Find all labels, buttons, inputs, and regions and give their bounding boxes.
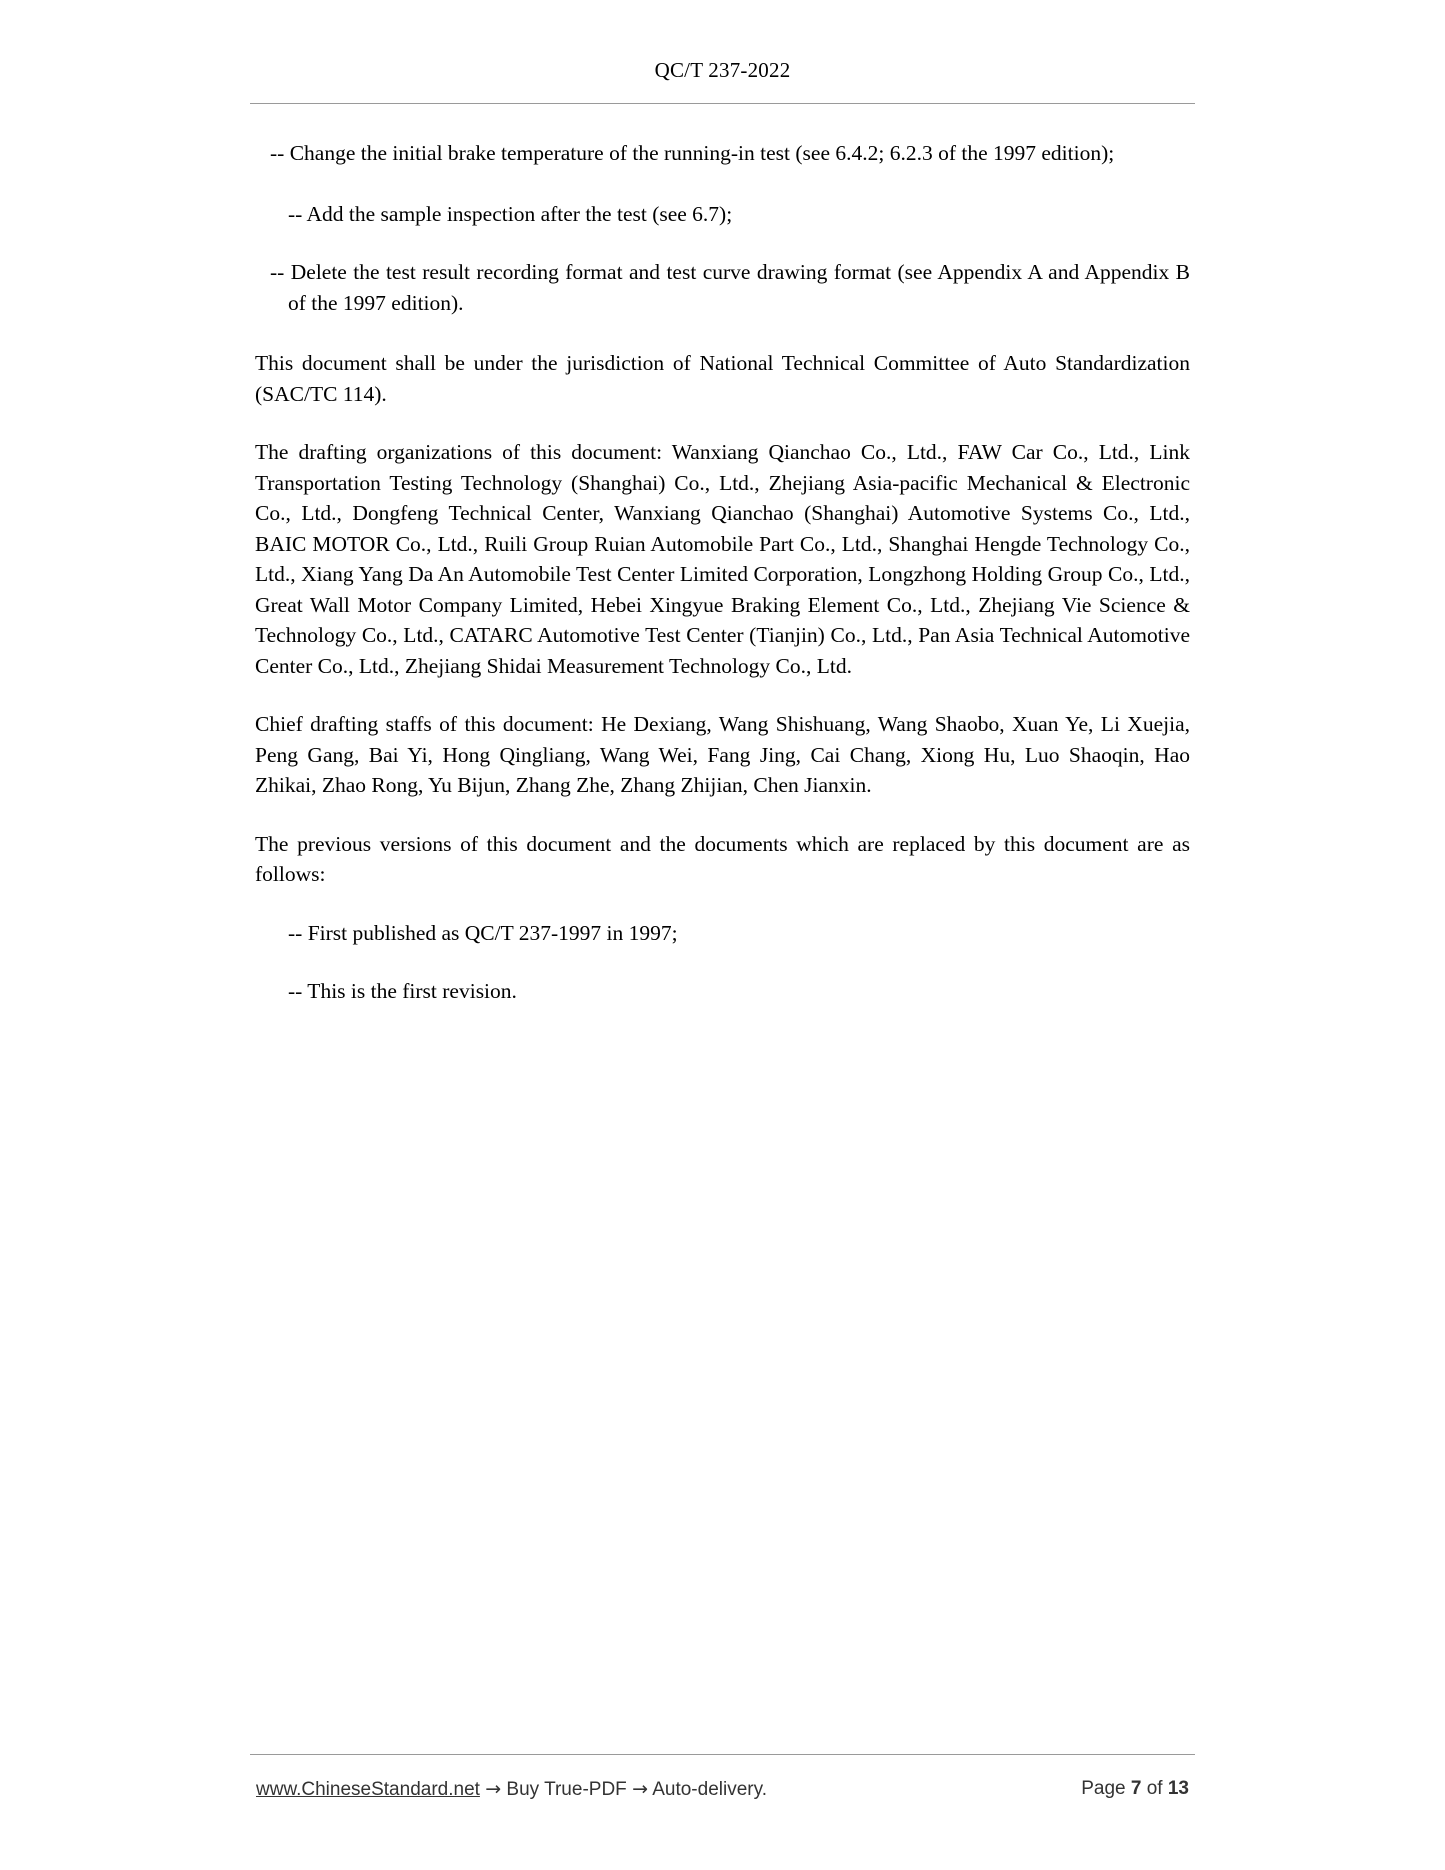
paragraph-previous-versions: The previous versions of this document and the documents which are replaced by this document are as follows:: [255, 831, 1190, 887]
buy-label: Buy True-PDF: [506, 1779, 627, 1800]
page-header: [250, 58, 1195, 83]
website-link[interactable]: www.ChineseStandard.net: [256, 1779, 480, 1800]
list-item: -- This is the first revision.: [288, 979, 517, 1004]
page-label: Page: [1081, 1778, 1126, 1799]
page-total: 13: [1167, 1778, 1189, 1799]
paragraph-chief-drafting-staffs: Chief drafting staffs of this document: He Dexiang, Wang Shishuang, Wang Shaobo, Xuan Ye, Li Xuejia, Peng Gang, Bai Yi, Hong Qingliang, Wang Wei, Fang Jing, Cai Chang, Xiong Hu, Luo Shaoqin, Hao Zhikai, Zhao Rong, Yu Bijun, Zhang Zhe, Zhang Zhijian, Chen Jianxin.: [255, 712, 1190, 798]
footer-promo: [256, 1778, 767, 1801]
arrow-right-icon: →: [485, 1778, 502, 1800]
arrow-right-icon: →: [632, 1778, 648, 1800]
page-footer: [250, 1778, 1195, 1812]
of-label: of: [1146, 1778, 1163, 1799]
list-item: -- Add the sample inspection after the test (see 6.7);: [288, 201, 733, 226]
header-divider: [250, 103, 1195, 104]
list-item: -- Delete the test result recording format and test curve drawing format (see Appendix A and Appendix B of the 1997 edition).: [270, 260, 1190, 315]
page-number: 7: [1130, 1778, 1142, 1799]
list-item: -- First published as QC/T 237-1997 in 1997;: [288, 920, 678, 945]
paragraph-drafting-organizations: The drafting organizations of this document: Wanxiang Qianchao Co., Ltd., FAW Car Co., Ltd., Link Transportation Testing Technology (Shanghai) Co., Ltd., Zhejiang Asia-pacific Mechanical & Electronic Co., Ltd., Dongfeng Technical Center, Wanxiang Qianchao (Shanghai) Automotive Systems Co., Ltd., BAIC MOTOR Co., Ltd., Ruili Group Ruian Automobile Part Co., Ltd., Shanghai Hengde Technology Co., Ltd., Xiang Yang Da An Automobile Test Center Limited Corporation, Longzhong Holding Group Co., Ltd., Great Wall Motor Company Limited, Hebei Xingyue Braking Element Co., Ltd., Zhejiang Vie Science & Technology Co., Ltd., CATARC Automotive Test Center (Tianjin) Co., Ltd., Pan Asia Technical Automotive Center Co., Ltd., Zhejiang Shidai Measurement Technology Co., Ltd.: [255, 440, 1190, 678]
paragraph-jurisdiction: This document shall be under the jurisdiction of National Technical Committee of Auto Standardization (SAC/TC 114).: [255, 351, 1190, 406]
page-content: [255, 138, 1190, 1035]
page-indicator: [1081, 1778, 1189, 1800]
footer-divider: [250, 1754, 1195, 1755]
delivery-label: Auto-delivery.: [652, 1779, 767, 1800]
list-item: -- Change the initial brake temperature of the running-in test (see 6.4.2; 6.2.3 of the 1997 edition);: [270, 141, 1115, 165]
standard-number: QC/T 237-2022: [654, 58, 791, 82]
